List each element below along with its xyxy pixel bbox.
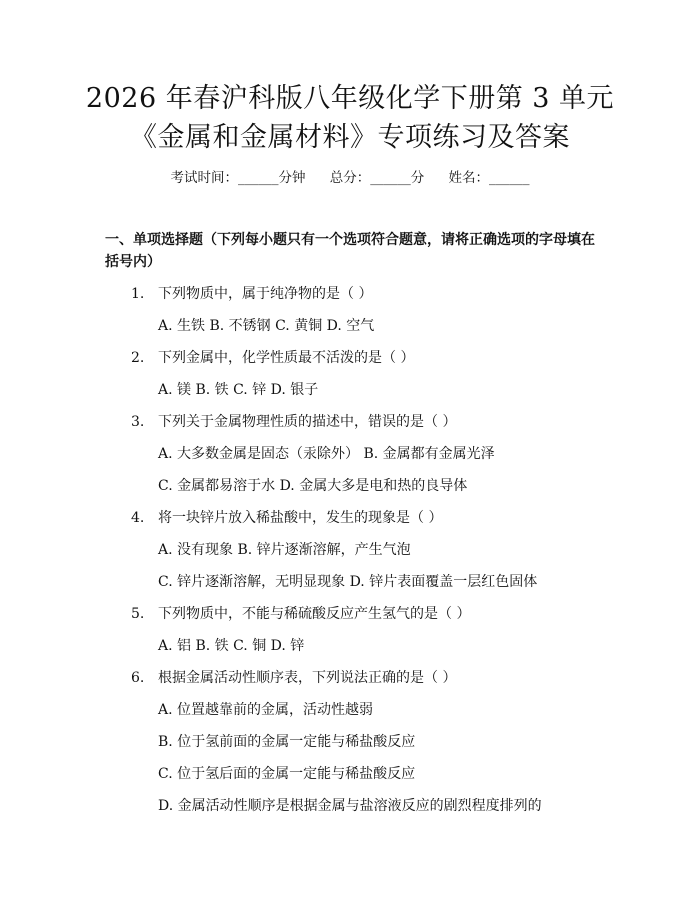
question-6-options-1: A. 位置越靠前的金属，活动性越弱 [158,702,374,718]
document-title-line-2: 《金属和金属材料》专项练习及答案 [130,122,570,153]
question-3-options-2: C. 金属都易溶于水 D. 金属大多是电和热的良导体 [158,478,468,494]
question-number: 3. [131,414,145,430]
question-6-options-3: C. 位于氢后面的金属一定能与稀盐酸反应 [158,766,416,782]
question-3 [131,411,456,431]
question-number: 5. [131,606,145,622]
question-text: 根据金属活动性顺序表，下列说法正确的是（ ） [158,670,457,686]
question-4 [131,507,442,527]
question-5 [131,603,470,623]
exam-name: 姓名：______ [448,170,530,186]
document-title-line-1: 2026 年春沪科版八年级化学下册第 3 单元 [85,83,615,114]
question-text: 将一块锌片放入稀盐酸中，发生的现象是（ ） [158,510,443,526]
question-3-options-1: A. 大多数金属是固态（汞除外） B. 金属都有金属光泽 [158,446,495,462]
exam-meta [0,166,700,186]
question-number: 4. [131,510,145,526]
question-text: 下列金属中，化学性质最不活泼的是（ ） [158,350,415,366]
section-heading: 一、单项选择题（下列每小题只有一个选项符合题意，请将正确选项的字母填在括号内） [105,232,595,270]
question-number: 2. [131,350,145,366]
question-number: 6. [131,670,145,686]
question-1 [131,283,372,303]
question-4-options-1: A. 没有现象 B. 锌片逐渐溶解，产生气泡 [158,542,411,558]
question-4-options-2: C. 锌片逐渐溶解，无明显现象 D. 锌片表面覆盖一层红色固体 [158,574,538,590]
question-number: 1. [131,286,145,302]
question-1-options-1: A. 生铁 B. 不锈钢 C. 黄铜 D. 空气 [158,318,375,334]
question-text: 下列物质中，不能与稀硫酸反应产生氢气的是（ ） [158,606,471,622]
exam-time: 考试时间：______分钟 [170,170,306,186]
question-text: 下列关于金属物理性质的描述中，错误的是（ ） [158,414,457,430]
question-6-options-4: D. 金属活动性顺序是根据金属与盐溶液反应的剧烈程度排列的 [158,798,542,814]
question-6-options-2: B. 位于氢前面的金属一定能与稀盐酸反应 [158,734,416,750]
question-2-options-1: A. 镁 B. 铁 C. 锌 D. 银子 [158,382,319,398]
question-2 [131,347,414,367]
question-5-options-1: A. 铝 B. 铁 C. 铜 D. 锌 [158,638,305,654]
question-text: 下列物质中，属于纯净物的是（ ） [158,286,373,302]
exam-score: 总分：______分 [329,170,425,186]
question-6 [131,667,456,687]
